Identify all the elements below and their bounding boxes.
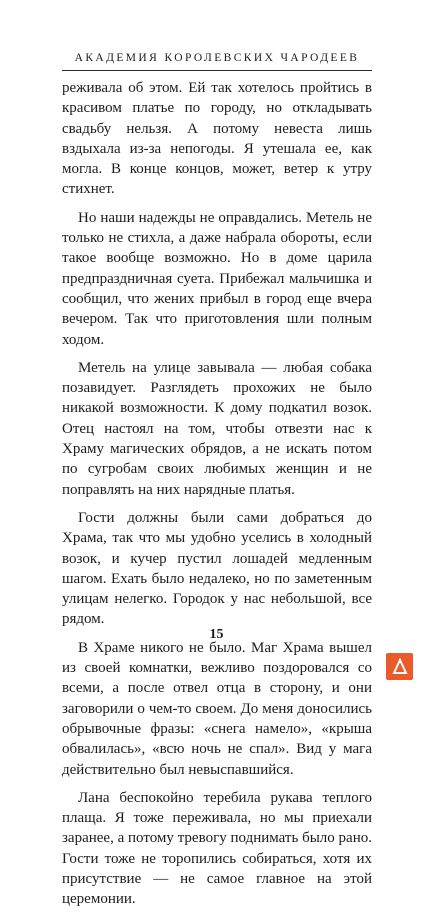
page-body xyxy=(62,78,372,918)
paragraph: Но наши надежды не оправдались. Метель не только не стихла, а даже набрала обороты, если такое вообще возможно. Но в доме царила предпраздничная суета. Прибежал мальчишка и сообщил, что жених прибыл в город еще вчера вечером. Так что приготовления шли полным ходом. xyxy=(62,209,372,348)
litres-logo-icon xyxy=(386,653,413,680)
running-header: АКАДЕМИЯ КОРОЛЕВСКИХ ЧАРОДЕЕВ xyxy=(74,52,360,64)
paragraph: Гости должны были сами добраться до Храма, так что мы удобно уселись в холодный возок, и кучер пустил лошадей медленным шагом. Ехать было недалеко, но по заметенным улицам нелегко. Городок у нас небольшой, все рядом. xyxy=(62,509,372,628)
paragraph: Лана беспокойно теребила рукава теплого плаща. Я тоже переживала, но мы приехали заранее, а потому тревогу поднимать было рано. Гости тоже не торопились собираться, хотя их присутствие — не самое главное на этой церемонии. xyxy=(62,789,372,908)
paragraph: Метель на улице завывала — любая собака позавидует. Разглядеть прохожих не было никакой возможности. К дому подкатил возок. Отец настоял на том, чтобы отвезти нас к Храму магических обрядов, а не искать потом по сугробам своих любимых женщин и не поправлять на них нарядные платья. xyxy=(62,359,372,498)
paragraph: реживала об этом. Ей так хотелось пройтись в красивом платье по городу, но откладывать свадьбу нельзя. А потому невеста лишь вздыхала из-за непогоды. Я утешала ее, как могла. В конце концов, может, ветер к утру стихнет. xyxy=(62,80,372,198)
page-number: 15 xyxy=(209,627,224,642)
header-rule xyxy=(62,70,372,71)
paragraph: В Храме никого не было. Маг Храма вышел из своей комнатки, вежливо поздоровался со всеми, а после отвел отца в сторону, и они заговорили о чем-то своем. До меня доносились обрывочные фразы: «снега намело», «крыша обвалилась», «всю ночь не спал». Вид у мага действительно был невыспавшийся. xyxy=(62,639,372,778)
litres-logo-glyph xyxy=(390,657,410,677)
